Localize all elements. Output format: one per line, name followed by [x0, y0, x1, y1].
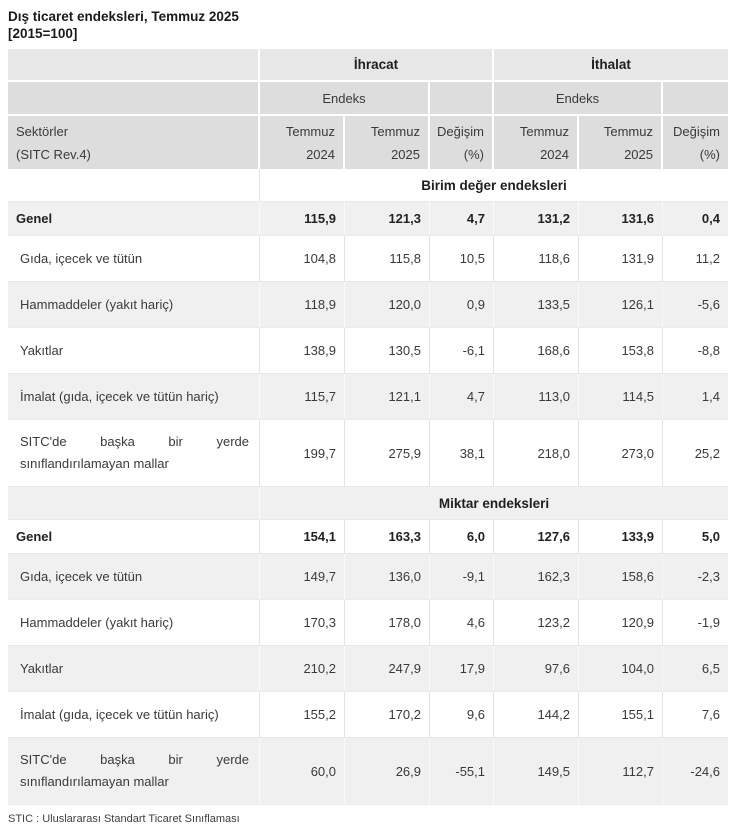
- row-sitc-other: [8, 420, 728, 487]
- cell: 158,6: [579, 554, 663, 600]
- cell: 120,0: [345, 282, 430, 328]
- row-gida: [8, 236, 728, 282]
- cell: 120,9: [579, 600, 663, 646]
- cell: 130,5: [345, 328, 430, 374]
- cell: 136,0: [345, 554, 430, 600]
- cell: 5,0: [663, 520, 728, 554]
- cell: 127,6: [494, 520, 579, 554]
- row-label: SITC'de başka bir yerde sınıflandırılamayan mallar: [8, 420, 260, 487]
- footnote: STIC : Uluslararası Standart Ticaret Sınıflaması: [8, 813, 240, 825]
- cell: 131,2: [494, 202, 579, 236]
- import-group-header: İthalat: [494, 49, 728, 82]
- row-hammaddeler: [8, 282, 728, 328]
- empty-cell: [430, 82, 494, 116]
- column-header-row: [8, 116, 728, 169]
- row-label: SITC'de başka bir yerde sınıflandırılamayan mallar: [8, 738, 260, 805]
- cell: 149,7: [260, 554, 345, 600]
- cell: 126,1: [579, 282, 663, 328]
- row-label: Yakıtlar: [8, 328, 260, 374]
- cell: 38,1: [430, 420, 494, 487]
- cell: 149,5: [494, 738, 579, 805]
- empty-cell: [8, 82, 260, 116]
- cell: 118,6: [494, 236, 579, 282]
- cell: -2,3: [663, 554, 728, 600]
- cell: 247,9: [345, 646, 430, 692]
- cell: 144,2: [494, 692, 579, 738]
- trade-indices-table: [8, 49, 728, 805]
- cell: 218,0: [494, 420, 579, 487]
- export-group-header: İhracat: [260, 49, 494, 82]
- row-label: Hammaddeler (yakıt hariç): [8, 282, 260, 328]
- row-yakitlar: [8, 646, 728, 692]
- cell: 154,1: [260, 520, 345, 554]
- cell: 178,0: [345, 600, 430, 646]
- cell: 199,7: [260, 420, 345, 487]
- row-label: Yakıtlar: [8, 646, 260, 692]
- cell: 114,5: [579, 374, 663, 420]
- cell: 155,2: [260, 692, 345, 738]
- cell: 275,9: [345, 420, 430, 487]
- row-label: İmalat (gıda, içecek ve tütün hariç): [8, 692, 260, 738]
- page-subtitle: [2015=100]: [8, 26, 78, 41]
- cell: 131,9: [579, 236, 663, 282]
- row-hammaddeler: [8, 600, 728, 646]
- cell: 97,6: [494, 646, 579, 692]
- cell: -9,1: [430, 554, 494, 600]
- cell: 104,8: [260, 236, 345, 282]
- cell: 168,6: [494, 328, 579, 374]
- cell: 7,6: [663, 692, 728, 738]
- cell: 133,9: [579, 520, 663, 554]
- row-label: Gıda, içecek ve tütün: [8, 236, 260, 282]
- cell: 138,9: [260, 328, 345, 374]
- column-header: Değişim (%): [430, 116, 494, 169]
- cell: 25,2: [663, 420, 728, 487]
- row-genel: [8, 202, 728, 236]
- sectors-column-header: Sektörler (SITC Rev.4): [8, 116, 260, 169]
- group-header-row: [8, 49, 728, 82]
- column-header: Temmuz 2025: [579, 116, 663, 169]
- empty-cell: [8, 169, 260, 202]
- section-title: Birim değer endeksleri: [260, 169, 728, 202]
- cell: 17,9: [430, 646, 494, 692]
- corner-cell: [8, 49, 260, 82]
- cell: 162,3: [494, 554, 579, 600]
- cell: 131,6: [579, 202, 663, 236]
- cell: 118,9: [260, 282, 345, 328]
- cell: -8,8: [663, 328, 728, 374]
- import-index-header: Endeks: [494, 82, 663, 116]
- cell: 123,2: [494, 600, 579, 646]
- cell: 210,2: [260, 646, 345, 692]
- column-header: Temmuz 2024: [494, 116, 579, 169]
- cell: 6,5: [663, 646, 728, 692]
- cell: 163,3: [345, 520, 430, 554]
- cell: 26,9: [345, 738, 430, 805]
- cell: -6,1: [430, 328, 494, 374]
- cell: 115,7: [260, 374, 345, 420]
- column-header: Temmuz 2025: [345, 116, 430, 169]
- cell: 6,0: [430, 520, 494, 554]
- cell: 273,0: [579, 420, 663, 487]
- cell: 153,8: [579, 328, 663, 374]
- cell: 170,3: [260, 600, 345, 646]
- row-yakitlar: [8, 328, 728, 374]
- cell: 115,9: [260, 202, 345, 236]
- row-label: Gıda, içecek ve tütün: [8, 554, 260, 600]
- cell: 115,8: [345, 236, 430, 282]
- export-index-header: Endeks: [260, 82, 430, 116]
- cell: 0,4: [663, 202, 728, 236]
- cell: 60,0: [260, 738, 345, 805]
- cell: 113,0: [494, 374, 579, 420]
- row-imalat: [8, 692, 728, 738]
- cell: -1,9: [663, 600, 728, 646]
- cell: -5,6: [663, 282, 728, 328]
- cell: 170,2: [345, 692, 430, 738]
- cell: 4,6: [430, 600, 494, 646]
- row-label: Genel: [8, 202, 260, 236]
- cell: 155,1: [579, 692, 663, 738]
- cell: -24,6: [663, 738, 728, 805]
- cell: 121,3: [345, 202, 430, 236]
- empty-cell: [8, 487, 260, 520]
- row-label: Hammaddeler (yakıt hariç): [8, 600, 260, 646]
- row-label: İmalat (gıda, içecek ve tütün hariç): [8, 374, 260, 420]
- cell: 121,1: [345, 374, 430, 420]
- section-header-quantity: [8, 487, 728, 520]
- row-imalat: [8, 374, 728, 420]
- cell: 1,4: [663, 374, 728, 420]
- cell: 10,5: [430, 236, 494, 282]
- column-header: Temmuz 2024: [260, 116, 345, 169]
- index-header-row: [8, 82, 728, 116]
- cell: 4,7: [430, 374, 494, 420]
- title-block: [8, 8, 736, 42]
- cell: 9,6: [430, 692, 494, 738]
- row-genel: [8, 520, 728, 554]
- row-label: Genel: [8, 520, 260, 554]
- section-header-unit-value: [8, 169, 728, 202]
- cell: 4,7: [430, 202, 494, 236]
- page-title: Dış ticaret endeksleri, Temmuz 2025: [8, 9, 239, 24]
- cell: 104,0: [579, 646, 663, 692]
- cell: 11,2: [663, 236, 728, 282]
- row-sitc-other: [8, 738, 728, 805]
- cell: 0,9: [430, 282, 494, 328]
- column-header: Değişim (%): [663, 116, 728, 169]
- row-gida: [8, 554, 728, 600]
- cell: 112,7: [579, 738, 663, 805]
- cell: -55,1: [430, 738, 494, 805]
- section-title: Miktar endeksleri: [260, 487, 728, 520]
- empty-cell: [663, 82, 728, 116]
- cell: 133,5: [494, 282, 579, 328]
